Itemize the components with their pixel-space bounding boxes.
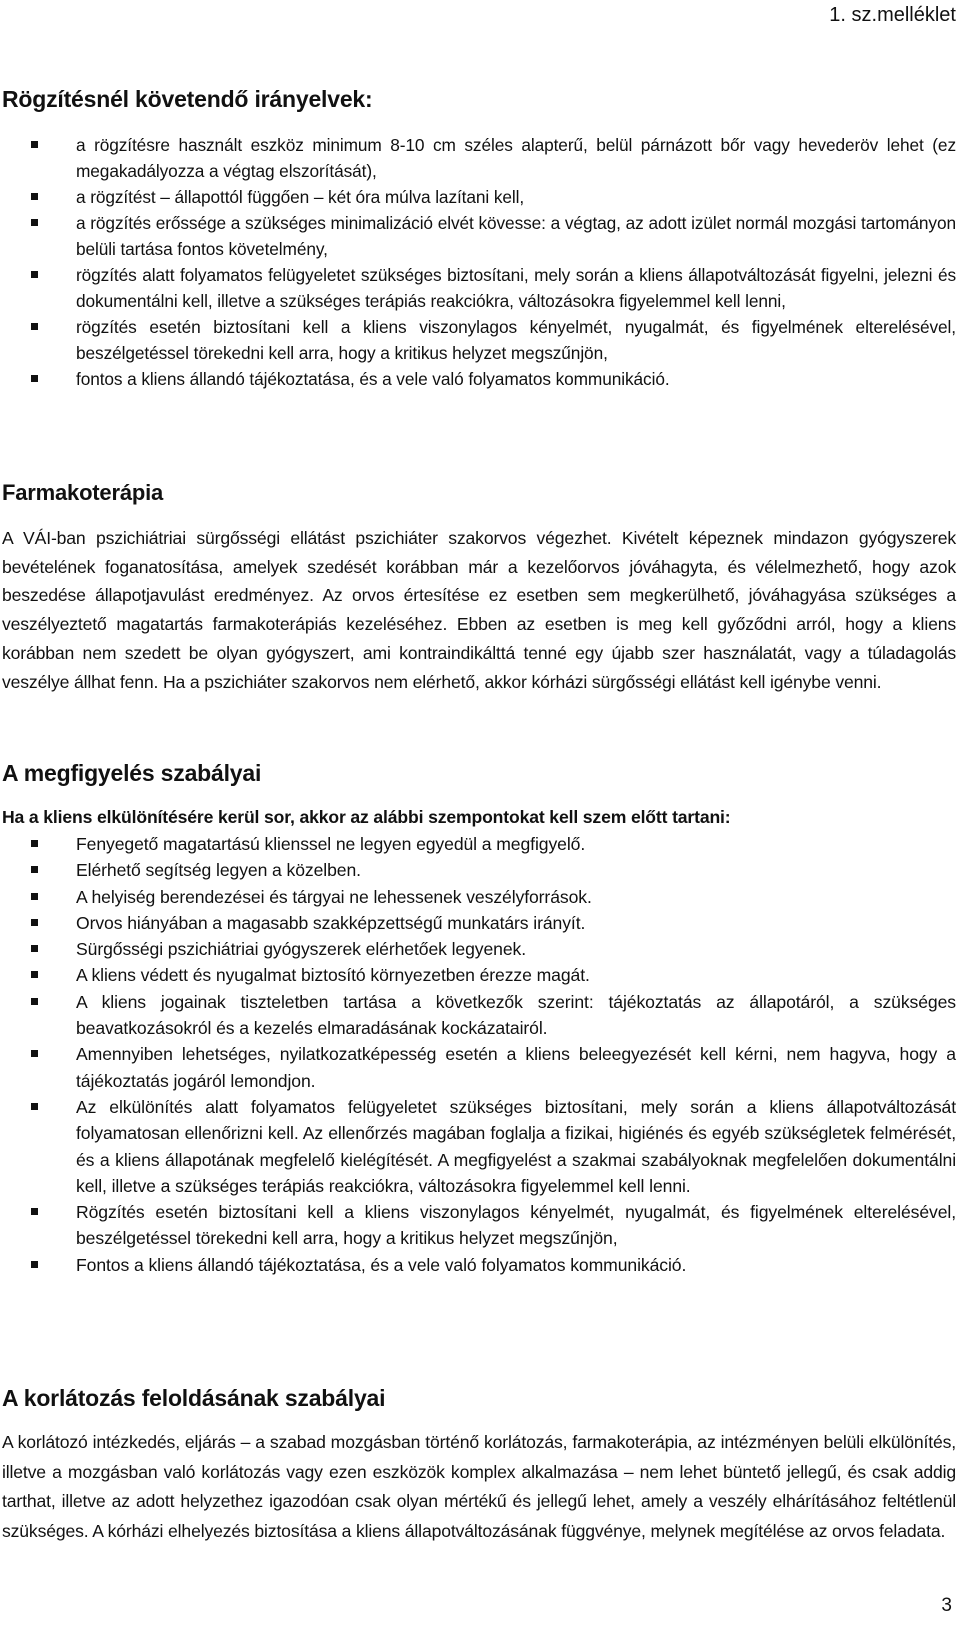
- list-item: a rögzítést – állapottól függően – két óra múlva lazítani kell,: [2, 184, 956, 210]
- annex-label: 1. sz.melléklet: [829, 4, 956, 26]
- korlatozas-paragraph: A korlátozó intézkedés, eljárás – a szabad mozgásban történő korlátozás, farmakoterápia, az intézményen belüli elkülönítés, illetve a mozgásban való korlátozás vagy ezen eszközök komplex alkalmazása – nem lehet büntető jellegű, és csak addig tarthat, illetve az adott helyzethez igazodóan csak olyan mértékű és jellegű lehet, amely a veszély elhárításához feltétlenül szükséges. A kórházi elhelyezés biztosítása a kliens állapotváltozásának függvénye, melynek megítélése az orvos feladata.: [2, 1432, 956, 1541]
- square-bullet-icon: [31, 271, 38, 278]
- section-heading-megfigyeles: A megfigyelés szabályai: [2, 760, 262, 786]
- megfigyeles-intro: Ha a kliens elkülönítésére kerül sor, akkor az alábbi szempontokat kell szem előtt tartani:: [2, 807, 731, 827]
- square-bullet-icon: [31, 193, 38, 200]
- square-bullet-icon: [31, 840, 38, 847]
- square-bullet-icon: [31, 323, 38, 330]
- list-item: Fontos a kliens állandó tájékoztatása, és a vele való folyamatos kommunikáció.: [2, 1252, 956, 1278]
- list-item: a rögzítés erőssége a szükséges minimalizáció elvét kövesse: a végtag, az adott izület normál mozgási tartományon belüli tartása fontos követelmény,: [2, 210, 956, 262]
- section-heading-rogzites: Rögzítésnél követendő irányelvek:: [2, 86, 373, 112]
- megfigyeles-rule-list: [2, 831, 956, 1278]
- rogzites-guideline-list: [2, 132, 956, 392]
- list-item: fontos a kliens állandó tájékoztatása, és a vele való folyamatos kommunikáció.: [2, 366, 956, 392]
- square-bullet-icon: [31, 375, 38, 382]
- square-bullet-icon: [31, 945, 38, 952]
- square-bullet-icon: [31, 1050, 38, 1057]
- square-bullet-icon: [31, 893, 38, 900]
- section-heading-korlatozas: A korlátozás feloldásának szabályai: [2, 1385, 386, 1411]
- list-item: Fenyegető magatartású klienssel ne legyen egyedül a megfigyelő.: [2, 831, 956, 857]
- section-heading-farmakoterapia: Farmakoterápia: [2, 480, 164, 505]
- square-bullet-icon: [31, 866, 38, 873]
- square-bullet-icon: [31, 971, 38, 978]
- list-item: Rögzítés esetén biztosítani kell a kliens viszonylagos kényelmét, nyugalmát, és figyelmének elterelésével, beszélgetéssel törekedni kell arra, hogy a kritikus helyzet megszűnjön,: [2, 1199, 956, 1252]
- list-item: A kliens jogainak tiszteletben tartása a következők szerint: tájékoztatás az állapotáról, a szükséges beavatkozásokról és a kezelés elmaradásának kockázatairól.: [2, 989, 956, 1042]
- list-item: rögzítés esetén biztosítani kell a kliens viszonylagos kényelmét, nyugalmát, és figyelmének elterelésével, beszélgetéssel törekedni kell arra, hogy a kritikus helyzet megszűnjön,: [2, 314, 956, 366]
- square-bullet-icon: [31, 998, 38, 1005]
- list-item: Sürgősségi pszichiátriai gyógyszerek elérhetőek legyenek.: [2, 936, 956, 962]
- farmakoterapia-paragraph: A VÁI-ban pszichiátriai sürgősségi ellátást pszichiáter szakorvos végezhet. Kivételt képeznek mindazon gyógyszerek bevételének foganatosítása, amelyek szedését korábban már a kezelőorvos jóváhagyta, és vélelmezhető, hogy azok beszedése állapotjavulást eredményez. Az orvos értesítése ez esetben sem megkerülhető, jóváhagyása szükséges a veszélyeztető magatartás farmakoterápiás kezeléséhez. Ebben az esetben is meg kell győződni arról, hogy a kliens korábban nem szedett be olyan gyógyszert, ami kontraindikálttá tenné egy újabb szer használatát, vagy a túladagolás veszélye állhat fenn. Ha a pszichiáter szakorvos nem elérhető, akkor kórházi sürgősségi ellátást kell igénybe venni.: [2, 528, 956, 692]
- page-number: 3: [941, 1595, 952, 1616]
- list-item: rögzítés alatt folyamatos felügyeletet szükséges biztosítani, mely során a kliens állapotváltozását figyelni, jelezni és dokumentálni kell, illetve a szükséges terápiás reakciókra, változásokra figyelemmel kell lenni,: [2, 262, 956, 314]
- square-bullet-icon: [31, 1261, 38, 1268]
- list-item: Orvos hiányában a magasabb szakképzettségű munkatárs irányít.: [2, 910, 956, 936]
- list-item: Az elkülönítés alatt folyamatos felügyeletet szükséges biztosítani, mely során a kliens állapotváltozását folyamatosan ellenőrizni kell. Az ellenőrzés magában foglalja a fizikai, higiénés és egyéb szükségletek felmérését, és a kliens állapotának megfelelő kielégítését. A megfigyelést a szakmai szabályoknak megfelelően dokumentálni kell, illetve a szükséges terápiás reakciókra, változásokra figyelemmel kell lenni.: [2, 1094, 956, 1199]
- square-bullet-icon: [31, 219, 38, 226]
- list-item: Amennyiben lehetséges, nyilatkozatképesség esetén a kliens beleegyezését kell kérni, nem hagyva, hogy a tájékoztatás jogáról lemondjon.: [2, 1041, 956, 1094]
- square-bullet-icon: [31, 1208, 38, 1215]
- square-bullet-icon: [31, 1103, 38, 1110]
- list-item: A helyiség berendezései és tárgyai ne lehessenek veszélyforrások.: [2, 884, 956, 910]
- list-item: Elérhető segítség legyen a közelben.: [2, 857, 956, 883]
- list-item: a rögzítésre használt eszköz minimum 8-10 cm széles alapterű, belül párnázott bőr vagy hevederöv lehet (ez megakadályozza a végtag elszorítását),: [2, 132, 956, 184]
- list-item: A kliens védett és nyugalmat biztosító környezetben érezze magát.: [2, 962, 956, 988]
- square-bullet-icon: [31, 141, 38, 148]
- square-bullet-icon: [31, 919, 38, 926]
